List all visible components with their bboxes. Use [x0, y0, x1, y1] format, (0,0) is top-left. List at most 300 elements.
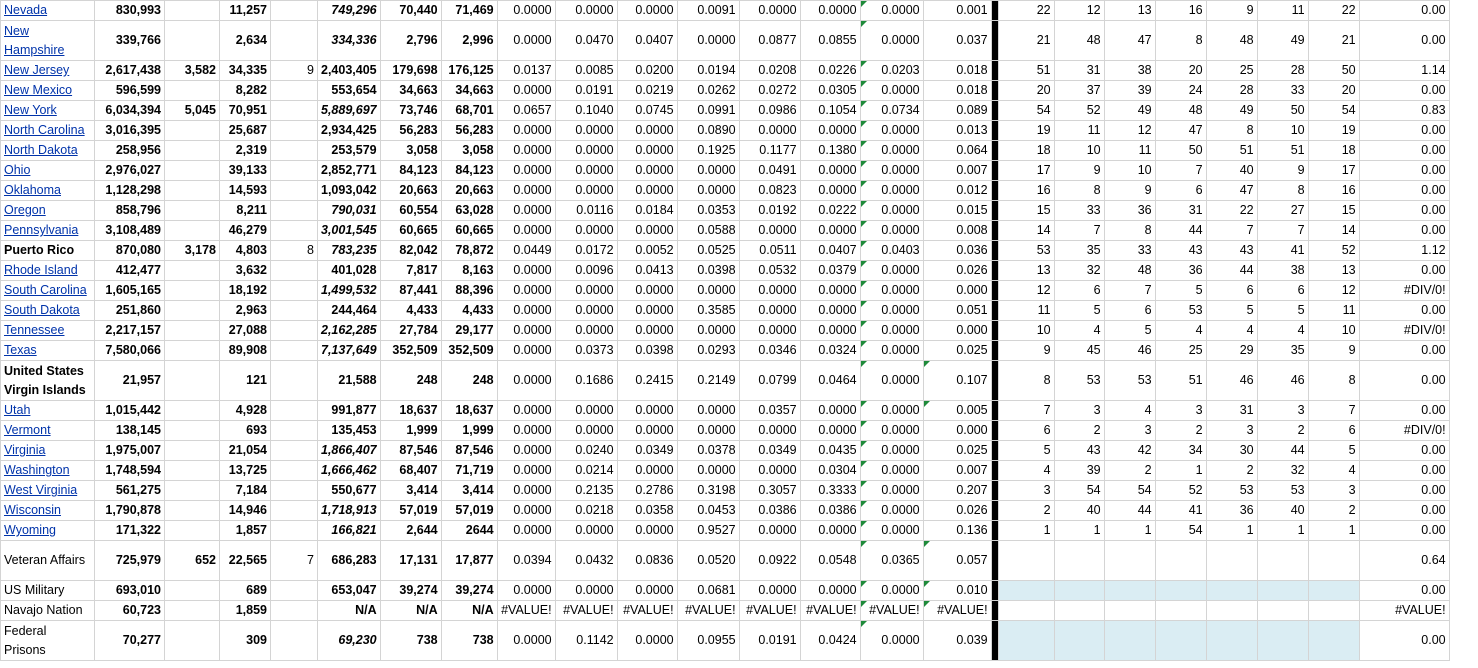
- data-cell[interactable]: 38: [1257, 261, 1308, 281]
- data-cell[interactable]: 39,274: [441, 581, 497, 601]
- data-cell[interactable]: 73,746: [380, 101, 441, 121]
- data-cell[interactable]: 0.3198: [677, 481, 739, 501]
- data-cell[interactable]: 0.0000: [800, 581, 860, 601]
- data-cell[interactable]: 0.0000: [860, 341, 923, 361]
- data-cell[interactable]: 0.136: [923, 521, 991, 541]
- data-cell[interactable]: 84,123: [441, 161, 497, 181]
- data-cell[interactable]: 0.9527: [677, 521, 739, 541]
- data-cell[interactable]: 0.0137: [497, 61, 555, 81]
- data-cell[interactable]: 87,546: [441, 441, 497, 461]
- row-label-cell[interactable]: Wisconsin: [1, 501, 95, 521]
- data-cell[interactable]: 0.0000: [555, 1, 617, 21]
- data-cell[interactable]: [1206, 541, 1257, 581]
- data-cell[interactable]: 0.1686: [555, 361, 617, 401]
- data-cell[interactable]: 7: [998, 401, 1054, 421]
- row-label-cell[interactable]: Ohio: [1, 161, 95, 181]
- data-cell[interactable]: [271, 161, 318, 181]
- data-cell[interactable]: 0.0194: [677, 61, 739, 81]
- data-cell[interactable]: [271, 421, 318, 441]
- data-cell[interactable]: 11: [1257, 1, 1308, 21]
- data-cell[interactable]: 0.0357: [739, 401, 800, 421]
- data-cell[interactable]: 6,034,394: [95, 101, 165, 121]
- data-cell[interactable]: 2,617,438: [95, 61, 165, 81]
- data-cell[interactable]: 2,963: [220, 301, 271, 321]
- data-cell[interactable]: 0.64: [1359, 541, 1449, 581]
- data-cell[interactable]: 33: [1054, 201, 1104, 221]
- data-cell[interactable]: 0.007: [923, 461, 991, 481]
- data-cell[interactable]: 0.0000: [555, 401, 617, 421]
- data-cell[interactable]: 16: [1155, 1, 1206, 21]
- data-cell[interactable]: 11: [1054, 121, 1104, 141]
- data-cell[interactable]: 0.0657: [497, 101, 555, 121]
- data-cell[interactable]: 31: [1054, 61, 1104, 81]
- data-cell[interactable]: 22: [998, 1, 1054, 21]
- data-cell[interactable]: [271, 401, 318, 421]
- data-cell[interactable]: 5: [1104, 321, 1155, 341]
- data-cell[interactable]: 1,605,165: [95, 281, 165, 301]
- data-cell[interactable]: 52: [1054, 101, 1104, 121]
- data-cell[interactable]: 176,125: [441, 61, 497, 81]
- data-cell[interactable]: 2,634: [220, 21, 271, 61]
- data-cell[interactable]: #DIV/0!: [1359, 421, 1449, 441]
- data-cell[interactable]: 21,957: [95, 361, 165, 401]
- data-cell[interactable]: 0.0548: [800, 541, 860, 581]
- data-cell[interactable]: 36: [1206, 501, 1257, 521]
- data-cell[interactable]: 1: [1054, 521, 1104, 541]
- row-label-cell[interactable]: South Carolina: [1, 281, 95, 301]
- data-cell[interactable]: 8: [1155, 21, 1206, 61]
- data-cell[interactable]: 9: [1308, 341, 1359, 361]
- data-cell[interactable]: 11: [1104, 141, 1155, 161]
- data-cell[interactable]: [165, 401, 220, 421]
- data-cell[interactable]: 15: [1308, 201, 1359, 221]
- data-cell[interactable]: 0.0272: [739, 81, 800, 101]
- data-cell[interactable]: 0.0955: [677, 621, 739, 661]
- data-cell[interactable]: 11: [1308, 301, 1359, 321]
- data-cell[interactable]: 0.00: [1359, 481, 1449, 501]
- data-cell[interactable]: 24: [1155, 81, 1206, 101]
- data-cell[interactable]: 738: [441, 621, 497, 661]
- data-cell[interactable]: 0.0379: [800, 261, 860, 281]
- data-cell[interactable]: [271, 441, 318, 461]
- data-cell[interactable]: [1206, 601, 1257, 621]
- data-cell[interactable]: 0.0000: [497, 301, 555, 321]
- data-cell[interactable]: 1: [1104, 521, 1155, 541]
- data-cell[interactable]: 8: [271, 241, 318, 261]
- data-cell[interactable]: 166,821: [318, 521, 381, 541]
- data-cell[interactable]: [998, 621, 1054, 661]
- data-cell[interactable]: 5,045: [165, 101, 220, 121]
- data-cell[interactable]: 0.0085: [555, 61, 617, 81]
- data-cell[interactable]: 4: [1155, 321, 1206, 341]
- data-cell[interactable]: 17,877: [441, 541, 497, 581]
- data-cell[interactable]: 0.051: [923, 301, 991, 321]
- row-label-cell[interactable]: Nevada: [1, 1, 95, 21]
- data-cell[interactable]: 43: [1155, 241, 1206, 261]
- data-cell[interactable]: 550,677: [318, 481, 381, 501]
- data-cell[interactable]: 18: [1308, 141, 1359, 161]
- data-cell[interactable]: 9: [271, 61, 318, 81]
- data-cell[interactable]: 0.0000: [497, 221, 555, 241]
- data-cell[interactable]: 0.0000: [497, 441, 555, 461]
- data-cell[interactable]: 0.0000: [497, 281, 555, 301]
- data-cell[interactable]: 1,666,462: [318, 461, 381, 481]
- data-cell[interactable]: 1,499,532: [318, 281, 381, 301]
- data-cell[interactable]: 0.0453: [677, 501, 739, 521]
- data-cell[interactable]: 0.00: [1359, 621, 1449, 661]
- data-cell[interactable]: 0.0000: [677, 161, 739, 181]
- data-cell[interactable]: 0.0000: [555, 421, 617, 441]
- data-cell[interactable]: 0.0532: [739, 261, 800, 281]
- data-cell[interactable]: 6: [1308, 421, 1359, 441]
- data-cell[interactable]: 0.0000: [555, 181, 617, 201]
- data-cell[interactable]: 0.0799: [739, 361, 800, 401]
- data-cell[interactable]: 0.0000: [497, 421, 555, 441]
- data-cell[interactable]: [1308, 541, 1359, 581]
- data-cell[interactable]: 0.0000: [800, 301, 860, 321]
- data-cell[interactable]: 0.107: [923, 361, 991, 401]
- data-cell[interactable]: 52: [1155, 481, 1206, 501]
- data-cell[interactable]: [1054, 621, 1104, 661]
- data-cell[interactable]: 0.0000: [555, 221, 617, 241]
- data-cell[interactable]: 20: [1155, 61, 1206, 81]
- data-cell[interactable]: 2,319: [220, 141, 271, 161]
- data-cell[interactable]: 653,047: [318, 581, 381, 601]
- data-cell[interactable]: 1: [1308, 521, 1359, 541]
- data-cell[interactable]: 12: [1104, 121, 1155, 141]
- data-cell[interactable]: 0.0000: [860, 321, 923, 341]
- data-cell[interactable]: 0.0681: [677, 581, 739, 601]
- data-cell[interactable]: 0.0000: [617, 161, 677, 181]
- data-cell[interactable]: 0.0000: [860, 421, 923, 441]
- data-cell[interactable]: 50: [1257, 101, 1308, 121]
- data-cell[interactable]: 0.0000: [617, 281, 677, 301]
- data-cell[interactable]: 0.0000: [860, 581, 923, 601]
- data-cell[interactable]: 0.00: [1359, 361, 1449, 401]
- data-cell[interactable]: 0.3585: [677, 301, 739, 321]
- data-cell[interactable]: [271, 321, 318, 341]
- data-cell[interactable]: 0.0991: [677, 101, 739, 121]
- data-cell[interactable]: 0.0200: [617, 61, 677, 81]
- data-cell[interactable]: 0.0432: [555, 541, 617, 581]
- data-cell[interactable]: 0.013: [923, 121, 991, 141]
- data-cell[interactable]: [271, 1, 318, 21]
- row-label-cell[interactable]: Oklahoma: [1, 181, 95, 201]
- data-cell[interactable]: 22: [1308, 1, 1359, 21]
- data-cell[interactable]: [271, 501, 318, 521]
- data-cell[interactable]: 0.057: [923, 541, 991, 581]
- data-cell[interactable]: 3: [1054, 401, 1104, 421]
- data-cell[interactable]: 1,859: [220, 601, 271, 621]
- data-cell[interactable]: [1104, 541, 1155, 581]
- data-cell[interactable]: 0.00: [1359, 161, 1449, 181]
- data-cell[interactable]: #VALUE!: [497, 601, 555, 621]
- data-cell[interactable]: 0.0218: [555, 501, 617, 521]
- data-cell[interactable]: 39,274: [380, 581, 441, 601]
- data-cell[interactable]: 0.00: [1359, 141, 1449, 161]
- data-cell[interactable]: [271, 461, 318, 481]
- data-cell[interactable]: [271, 621, 318, 661]
- data-cell[interactable]: 0.0000: [800, 121, 860, 141]
- data-cell[interactable]: 47: [1155, 121, 1206, 141]
- data-cell[interactable]: 1.12: [1359, 241, 1449, 261]
- data-cell[interactable]: 1: [1257, 521, 1308, 541]
- data-cell[interactable]: 0.0000: [497, 481, 555, 501]
- data-cell[interactable]: 25: [1155, 341, 1206, 361]
- data-cell[interactable]: 87,546: [380, 441, 441, 461]
- data-cell[interactable]: 13: [1308, 261, 1359, 281]
- data-cell[interactable]: 21: [1308, 21, 1359, 61]
- data-cell[interactable]: 0.00: [1359, 201, 1449, 221]
- data-cell[interactable]: 36: [1104, 201, 1155, 221]
- data-cell[interactable]: 2: [1206, 461, 1257, 481]
- data-cell[interactable]: 0.3057: [739, 481, 800, 501]
- data-cell[interactable]: 17: [1308, 161, 1359, 181]
- row-label-cell[interactable]: Vermont: [1, 421, 95, 441]
- data-cell[interactable]: 0.018: [923, 61, 991, 81]
- data-cell[interactable]: 121: [220, 361, 271, 401]
- data-cell[interactable]: 8: [1054, 181, 1104, 201]
- data-cell[interactable]: 5: [1308, 441, 1359, 461]
- data-cell[interactable]: 88,396: [441, 281, 497, 301]
- data-cell[interactable]: 25: [1206, 61, 1257, 81]
- data-cell[interactable]: 1: [1155, 461, 1206, 481]
- data-cell[interactable]: 0.0000: [860, 181, 923, 201]
- data-cell[interactable]: 991,877: [318, 401, 381, 421]
- data-cell[interactable]: 0.0000: [497, 1, 555, 21]
- data-cell[interactable]: [271, 281, 318, 301]
- data-cell[interactable]: 0.0000: [800, 161, 860, 181]
- data-cell[interactable]: [165, 261, 220, 281]
- data-cell[interactable]: [1155, 581, 1206, 601]
- data-cell[interactable]: [165, 461, 220, 481]
- data-cell[interactable]: 5: [1155, 281, 1206, 301]
- data-cell[interactable]: 3,414: [380, 481, 441, 501]
- data-cell[interactable]: 0.001: [923, 1, 991, 21]
- data-cell[interactable]: 5: [1054, 301, 1104, 321]
- data-cell[interactable]: 70,951: [220, 101, 271, 121]
- data-cell[interactable]: 244,464: [318, 301, 381, 321]
- data-cell[interactable]: 2,644: [380, 521, 441, 541]
- data-cell[interactable]: [271, 301, 318, 321]
- data-cell[interactable]: 171,322: [95, 521, 165, 541]
- data-cell[interactable]: 12: [1308, 281, 1359, 301]
- data-cell[interactable]: 1,857: [220, 521, 271, 541]
- data-cell[interactable]: 0.0470: [555, 21, 617, 61]
- data-cell[interactable]: 10: [1257, 121, 1308, 141]
- data-cell[interactable]: 0.0000: [860, 441, 923, 461]
- data-cell[interactable]: [1308, 621, 1359, 661]
- data-cell[interactable]: [165, 161, 220, 181]
- data-cell[interactable]: 0.015: [923, 201, 991, 221]
- data-cell[interactable]: 54: [1054, 481, 1104, 501]
- data-cell[interactable]: 0.0000: [497, 521, 555, 541]
- data-cell[interactable]: 0.0192: [739, 201, 800, 221]
- data-cell[interactable]: 7: [1206, 221, 1257, 241]
- data-cell[interactable]: 0.0000: [739, 321, 800, 341]
- data-cell[interactable]: 8,163: [441, 261, 497, 281]
- data-cell[interactable]: 44: [1155, 221, 1206, 241]
- data-cell[interactable]: 35: [1054, 241, 1104, 261]
- data-cell[interactable]: [271, 201, 318, 221]
- data-cell[interactable]: 5: [998, 441, 1054, 461]
- data-cell[interactable]: 17: [998, 161, 1054, 181]
- data-cell[interactable]: 0.00: [1359, 81, 1449, 101]
- data-cell[interactable]: 248: [380, 361, 441, 401]
- data-cell[interactable]: 0.0000: [617, 581, 677, 601]
- data-cell[interactable]: [1155, 541, 1206, 581]
- data-cell[interactable]: 0.0000: [677, 181, 739, 201]
- data-cell[interactable]: 33: [1257, 81, 1308, 101]
- data-cell[interactable]: [1104, 621, 1155, 661]
- data-cell[interactable]: 0.0000: [860, 461, 923, 481]
- data-cell[interactable]: 25,687: [220, 121, 271, 141]
- data-cell[interactable]: 0.0305: [800, 81, 860, 101]
- data-cell[interactable]: 10: [998, 321, 1054, 341]
- data-cell[interactable]: 2: [998, 501, 1054, 521]
- data-cell[interactable]: [165, 141, 220, 161]
- data-cell[interactable]: 45: [1054, 341, 1104, 361]
- data-cell[interactable]: 248: [441, 361, 497, 401]
- data-cell[interactable]: [1155, 601, 1206, 621]
- data-cell[interactable]: 0.0000: [497, 341, 555, 361]
- data-cell[interactable]: 57,019: [441, 501, 497, 521]
- data-cell[interactable]: 3,058: [441, 141, 497, 161]
- data-cell[interactable]: 0.0365: [860, 541, 923, 581]
- data-cell[interactable]: 0.0000: [860, 1, 923, 21]
- data-cell[interactable]: 14,946: [220, 501, 271, 521]
- data-cell[interactable]: 0.0191: [555, 81, 617, 101]
- data-cell[interactable]: 0.0262: [677, 81, 739, 101]
- data-cell[interactable]: [271, 21, 318, 61]
- data-cell[interactable]: 0.0222: [800, 201, 860, 221]
- data-cell[interactable]: 0.00: [1359, 581, 1449, 601]
- data-cell[interactable]: 68,407: [380, 461, 441, 481]
- data-cell[interactable]: 51: [1206, 141, 1257, 161]
- data-cell[interactable]: 0.0588: [677, 221, 739, 241]
- data-cell[interactable]: 2: [1054, 421, 1104, 441]
- data-cell[interactable]: 38: [1104, 61, 1155, 81]
- row-label-cell[interactable]: Utah: [1, 401, 95, 421]
- data-cell[interactable]: 0.0358: [617, 501, 677, 521]
- data-cell[interactable]: 0.0240: [555, 441, 617, 461]
- data-cell[interactable]: 0.2415: [617, 361, 677, 401]
- data-cell[interactable]: 334,336: [318, 21, 381, 61]
- data-cell[interactable]: 258,956: [95, 141, 165, 161]
- data-cell[interactable]: 82,042: [380, 241, 441, 261]
- data-cell[interactable]: 22,565: [220, 541, 271, 581]
- data-cell[interactable]: [165, 121, 220, 141]
- data-cell[interactable]: 0.0000: [800, 281, 860, 301]
- data-cell[interactable]: 46: [1257, 361, 1308, 401]
- data-cell[interactable]: 1: [998, 521, 1054, 541]
- data-cell[interactable]: 6: [1104, 301, 1155, 321]
- data-cell[interactable]: 1,999: [380, 421, 441, 441]
- data-cell[interactable]: 3: [1308, 481, 1359, 501]
- data-cell[interactable]: 7: [1257, 221, 1308, 241]
- row-label-cell[interactable]: Oregon: [1, 201, 95, 221]
- data-cell[interactable]: 0.0000: [860, 281, 923, 301]
- data-cell[interactable]: 2,996: [441, 21, 497, 61]
- data-cell[interactable]: [1257, 621, 1308, 661]
- data-cell[interactable]: 0.0386: [739, 501, 800, 521]
- data-cell[interactable]: 63,028: [441, 201, 497, 221]
- data-cell[interactable]: 7,137,649: [318, 341, 381, 361]
- data-cell[interactable]: 0.0836: [617, 541, 677, 581]
- data-cell[interactable]: 0.0000: [677, 281, 739, 301]
- data-cell[interactable]: 54: [1104, 481, 1155, 501]
- data-cell[interactable]: [271, 181, 318, 201]
- data-cell[interactable]: [271, 81, 318, 101]
- data-cell[interactable]: #VALUE!: [677, 601, 739, 621]
- data-cell[interactable]: 8: [1257, 181, 1308, 201]
- data-cell[interactable]: 0.0000: [800, 321, 860, 341]
- data-cell[interactable]: 34,663: [380, 81, 441, 101]
- data-cell[interactable]: 3,414: [441, 481, 497, 501]
- data-cell[interactable]: 0.0000: [617, 141, 677, 161]
- data-cell[interactable]: 60,665: [380, 221, 441, 241]
- data-cell[interactable]: 412,477: [95, 261, 165, 281]
- data-cell[interactable]: 31: [1155, 201, 1206, 221]
- data-cell[interactable]: 0.0000: [497, 621, 555, 661]
- data-cell[interactable]: 27,088: [220, 321, 271, 341]
- data-cell[interactable]: 20: [1308, 81, 1359, 101]
- data-cell[interactable]: 9: [1206, 1, 1257, 21]
- data-cell[interactable]: 0.0096: [555, 261, 617, 281]
- data-cell[interactable]: 0.0511: [739, 241, 800, 261]
- data-cell[interactable]: 0.0000: [739, 121, 800, 141]
- data-cell[interactable]: 34,663: [441, 81, 497, 101]
- data-cell[interactable]: 34,335: [220, 61, 271, 81]
- data-cell[interactable]: [271, 121, 318, 141]
- data-cell[interactable]: 0.089: [923, 101, 991, 121]
- data-cell[interactable]: 37: [1054, 81, 1104, 101]
- data-cell[interactable]: 13: [1104, 1, 1155, 21]
- data-cell[interactable]: 53: [1257, 481, 1308, 501]
- data-cell[interactable]: 10: [1104, 161, 1155, 181]
- data-cell[interactable]: 0.0219: [617, 81, 677, 101]
- data-cell[interactable]: [1257, 541, 1308, 581]
- data-cell[interactable]: 0.1054: [800, 101, 860, 121]
- data-cell[interactable]: 686,283: [318, 541, 381, 581]
- data-cell[interactable]: 0.012: [923, 181, 991, 201]
- data-cell[interactable]: 0.0000: [555, 521, 617, 541]
- data-cell[interactable]: [165, 521, 220, 541]
- data-cell[interactable]: 3: [1155, 401, 1206, 421]
- data-cell[interactable]: 0.0000: [555, 321, 617, 341]
- data-cell[interactable]: 0.064: [923, 141, 991, 161]
- data-cell[interactable]: 3,108,489: [95, 221, 165, 241]
- data-cell[interactable]: 84,123: [380, 161, 441, 181]
- data-cell[interactable]: 0.0000: [860, 221, 923, 241]
- data-cell[interactable]: 9: [1257, 161, 1308, 181]
- data-cell[interactable]: 6: [1257, 281, 1308, 301]
- data-cell[interactable]: 0.0000: [860, 121, 923, 141]
- data-cell[interactable]: 652: [165, 541, 220, 581]
- data-cell[interactable]: 12: [1054, 1, 1104, 21]
- data-cell[interactable]: 0.2135: [555, 481, 617, 501]
- data-cell[interactable]: 54: [1308, 101, 1359, 121]
- data-cell[interactable]: 0.0116: [555, 201, 617, 221]
- data-cell[interactable]: 10: [1308, 321, 1359, 341]
- data-cell[interactable]: 51: [1257, 141, 1308, 161]
- data-cell[interactable]: 8,211: [220, 201, 271, 221]
- data-cell[interactable]: 596,599: [95, 81, 165, 101]
- data-cell[interactable]: 0.0000: [800, 521, 860, 541]
- data-cell[interactable]: 0.000: [923, 421, 991, 441]
- data-cell[interactable]: 2,162,285: [318, 321, 381, 341]
- row-label-cell[interactable]: Virginia: [1, 441, 95, 461]
